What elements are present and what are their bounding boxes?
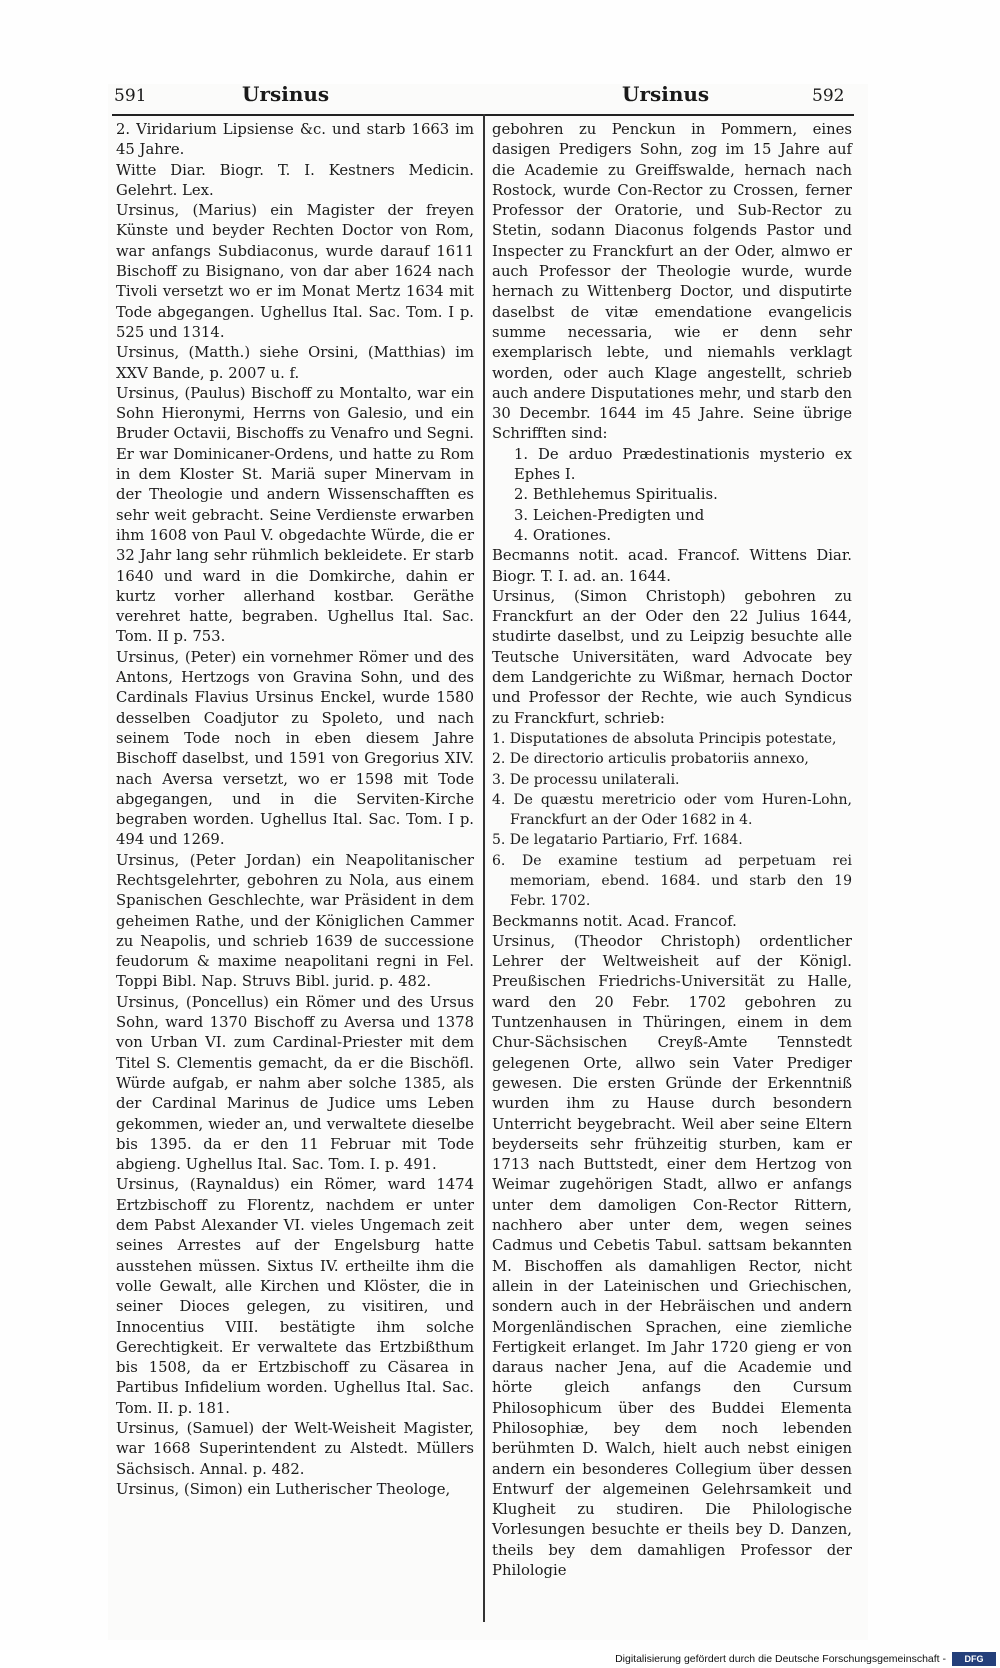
list-item: 3. De processu unilaterali. — [492, 771, 680, 788]
funding-notice: Digitalisierung gefördert durch die Deutsche Forschungsgemeinschaft - — [615, 1653, 946, 1665]
entry-paragraph: Witte Diar. Biogr. T. I. Kestners Medicin. Gelehrt. Lex. — [116, 161, 474, 199]
entry-paragraph: gebohren zu Penckun in Pommern, eines dasigen Predigers Sohn, zog im 15 Jahre auf die Academie zu Greiffswalde, hernach nach Rostock, wurde Con-Rector zu Crossen, ferner Professor der Oratorie, und Sub-Rector zu Stetin, sodann Diaconus folgends Pastor und Inspecter zu Franckfurt an der Oder, almwo er auch Professor der Theologie wurde, wurde hernach zu Wittenberg Doctor, und disputirte daselbst de vitæ emendatione evangelicis summe necessaria, wie er denn sehr exemplarisch lebte, und niemahls verklagt worden, oder auch Klage angestellt, schrieb auch andere Disputationes mehr, und starb den 30 Decembr. 1644 im 45 Jahre. Seine übrige Schrifften sind: — [492, 121, 852, 443]
column-divider — [483, 114, 485, 1622]
list-item: 4. Orationes. — [514, 526, 612, 544]
right-page-number: 592 — [812, 86, 845, 106]
list-item: 2. Bethlehemus Spiritualis. — [514, 486, 718, 504]
reference-line: Beckmanns notit. Acad. Francof. — [492, 912, 737, 930]
entry-paragraph: Ursinus, (Simon Christoph) gebohren zu Franckfurt an der Oder den 22 Julius 1644, studirte daselbst, und zu Leipzig besuchte alle Teutsche Universitäten, ward Advocate bey dem Landgerichte zu Wißmar, hernach Doctor und Professor der Rechte, wie auch Syndicus zu Franckfurt, schrieb: — [492, 587, 852, 727]
right-column — [492, 120, 852, 1581]
list-item: 1. De arduo Prædestinationis mysterio ex Ephes I. — [514, 445, 852, 484]
entry-paragraph: Ursinus, (Raynaldus) ein Römer, ward 1474 Ertzbischoff zu Florentz, nachdem er unter dem Pabst Alexander VI. vieles Ungemach zeit seines Arrestes auf der Engelsburg hatte ausstehen müssen. Sixtus IV. ertheilte ihm die volle Gewalt, alle Kirchen und Klöster, die in seiner Dioces gelegen, zu visitiren, und Innocentius VIII. bestätigte ihm solche Gerechtigkeit. Er verwaltete das Ertzbißthum bis 1508, da er Ertzbischoff zu Cäsarea in Partibus Infidelium worden. Ughellus Ital. Sac. Tom. II. p. 181. — [116, 1176, 474, 1417]
list-item: 1. Disputationes de absoluta Principis potestate, — [492, 730, 837, 747]
entry-paragraph: Ursinus, (Paulus) Bischoff zu Montalto, war ein Sohn Hieronymi, Herrns von Galesio, und ein Bruder Octavii, Bischoffs zu Venafro und Segni. Er war Dominicaner-Ordens, und hatte zu Rom in dem Kloster St. Mariä super Minervam in der Theologie und andern Wissenschafften es sehr weit gebracht. Seine Verdienste erwarben ihm 1608 von Paul V. obgedachte Würde, die er 32 Jahr lang sehr rühmlich bekleidete. Er starb 1640 und ward in die Domkirche, dahin er kurtz vorher allerhand kostbar. Geräthe verehret hatte, begraben. Ughellus Ital. Sac. Tom. II p. 753. — [116, 384, 474, 646]
entry-paragraph: Ursinus, (Theodor Christoph) ordentlicher Lehrer der Weltweisheit auf der Königl. Preußischen Friedrichs-Universität zu Halle, ward den 20 Febr. 1702 gebohren zu Tuntzenhausen in Thüringen, einem in dem Chur-Sächsischen Creyß-Amte Tennstedt gelegenen Orte, allwo sein Vater Prediger gewesen. Die ersten Gründe der Erkenntniß wurden ihm zu Hause durch besondern Unterricht beygebracht. Weil aber seine Eltern beyderseits sehr frühzeitig sturben, kam er 1713 nach Buttstedt, einer dem Hertzog von Weimar zugehörigen Stadt, allwo er anfangs unter dem damoligen Con-Rector Rittern, nachhero aber unter dem, wegen seines Cadmus und Cebetis Tabul. sattsam bekannten M. Bischoffen als damahligen Rector, nicht allein in der Lateinischen und Griechischen, sondern auch in der Hebräischen und andern Morgenländischen Sprachen, eine ziemliche Fertigkeit erlanget. Im Jahr 1720 gieng er von daraus nacher Jena, auf die Academie und hörte gleich anfangs den Cursum Philosophicum über des Buddei Elementa Philosophiæ, bey dem noch lebenden berühmten D. Walch, hielt auch nebst einigen andern ein besonderes Collegium über dessen Entwurf der algemeinen Gelehrsamkeit und Klugheit zu studiren. Die Philologische Vorlesungen besuchte er theils bey D. Danzen, theils bey dem damahligen Professor der Philologie — [492, 932, 852, 1580]
entry-paragraph: Ursinus, (Poncellus) ein Römer und des Ursus Sohn, ward 1370 Bischoff zu Aversa und 1378 von Urban VI. zum Cardinal-Priester mit dem Titel S. Clementis gemacht, da er die Bischöfl. Würde aufgab, er nahm aber solche 1385, als der Cardinal Marinus de Judice ums Leben gekommen, wieder an, und verwaltete dieselbe bis 1395. da er den 11 Februar mit Tode abgieng. Ughellus Ital. Sac. Tom. I. p. 491. — [116, 993, 474, 1174]
entry-paragraph: Ursinus, (Matth.) siehe Orsini, (Matthias) im XXV Bande, p. 2007 u. f. — [116, 344, 474, 382]
dfg-logo: DFG — [952, 1652, 996, 1666]
list-item: 2. De directorio articulis probatoriis annexo, — [492, 751, 809, 768]
entry-paragraph: Ursinus, (Peter) ein vornehmer Römer und des Antons, Hertzogs von Gravina Sohn, und des Cardinals Flavius Ursinus Enckel, wurde 1580 desselben Coadjutor zu Spoleto, und nach seinem Tode noch in eben diesem Jahre Bischoff daselbst, und 1591 von Gregorius XIV. nach Aversa versetzt, wo er 1598 mit Tode abgegangen, und in die Serviten-Kirche begraben worden. Ughellus Ital. Sac. Tom. I p. 494 und 1269. — [116, 648, 474, 849]
list-item: 3. Leichen-Predigten und — [514, 506, 705, 524]
list-item: 5. De legatario Partiario, Frf. 1684. — [492, 832, 743, 849]
entry-paragraph: Ursinus, (Peter Jordan) ein Neapolitanischer Rechtsgelehrter, gebohren zu Nola, aus einem Spanischen Geschlechte, war Präsident in dem geheimen Rathe, und der Königlichen Cammer zu Neapolis, und schrieb 1639 de successione feudorum & maxime neapolitani regni in Fel. Toppi Bibl. Nap. Struvs Bibl. jurid. p. 482. — [116, 851, 474, 991]
left-running-head: Ursinus — [242, 82, 330, 106]
entry-paragraph: Ursinus, (Simon) ein Lutherischer Theologe, — [116, 1480, 451, 1498]
digitization-footer — [0, 1650, 1000, 1668]
entry-paragraph: Ursinus, (Samuel) der Welt-Weisheit Magister, war 1668 Superintendent zu Alstedt. Müllers Sächsisch. Annal. p. 482. — [116, 1420, 474, 1478]
entry-paragraph: Ursinus, (Marius) ein Magister der freyen Künste und beyder Rechten Doctor von Rom, war anfangs Subdiaconus, wurde darauf 1611 Bischoff zu Bisignano, von dar aber 1624 nach Tivoli versetzt wo er im Monat Mertz 1634 mit Tode abgegangen. Ughellus Ital. Sac. Tom. I p. 525 und 1314. — [116, 202, 474, 341]
left-column — [116, 120, 474, 1500]
left-page-number: 591 — [114, 86, 147, 106]
right-running-head: Ursinus — [622, 82, 710, 106]
list-item: 6. De examine testium ad perpetuam rei memoriam, ebend. 1684. und starb den 19 Febr. 1702. — [492, 852, 852, 910]
reference-line: Becmanns notit. acad. Francof. Wittens Diar. Biogr. T. I. ad. an. 1644. — [492, 547, 852, 585]
entry-paragraph: 2. Viridarium Lipsiense &c. und starb 1663 im 45 Jahre. — [116, 121, 474, 159]
list-item: 4. De quæstu meretricio oder vom Huren-Lohn, Franckfurt an der Oder 1682 in 4. — [492, 791, 852, 829]
